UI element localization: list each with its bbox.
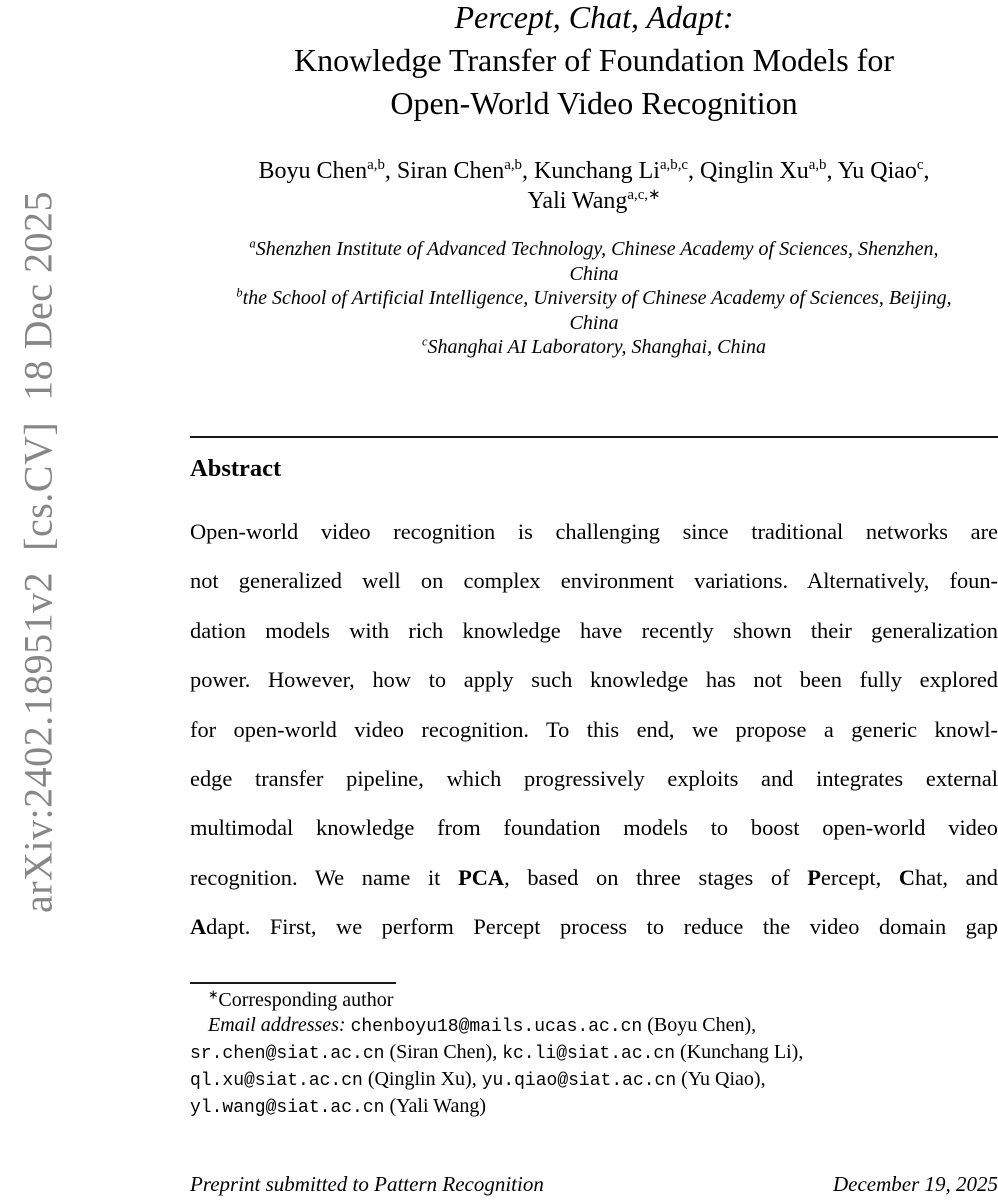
footnote-line bbox=[190, 1040, 998, 1067]
page-footer bbox=[190, 1172, 998, 1197]
author-separator: , bbox=[923, 158, 930, 184]
author-name: Yu Qiao bbox=[837, 158, 917, 184]
text: (Boyu Chen), bbox=[642, 1014, 757, 1036]
footnote bbox=[190, 988, 998, 1121]
text: dation models with rich knowledge have recently shown their generalization bbox=[190, 617, 998, 643]
abstract-line bbox=[190, 754, 998, 803]
email-address: ql.xu@siat.ac.cn bbox=[190, 1071, 363, 1091]
affiliation bbox=[223, 237, 965, 286]
author-line bbox=[190, 156, 998, 186]
text: multimodal knowledge from foundation models to boost open-world video bbox=[190, 815, 998, 841]
author-name: Kunchang Li bbox=[533, 158, 660, 184]
title-line-3: Open-World Video Recognition bbox=[390, 85, 798, 121]
affiliation-list bbox=[190, 237, 998, 360]
arxiv-watermark: arXiv:2402.18951v2 [cs.CV] 18 Dec 2025 bbox=[15, 190, 61, 914]
footnote-line bbox=[190, 1067, 998, 1094]
bold-text: C bbox=[898, 864, 916, 890]
abstract-line bbox=[190, 803, 998, 852]
text: not generalized well on complex environment variations. Alternatively, foun- bbox=[190, 568, 998, 594]
text: power. However, how to apply such knowledge has not been fully explored bbox=[190, 667, 998, 693]
affiliation-sup: a bbox=[249, 236, 256, 251]
title-line-1: Percept, Chat, Adapt: bbox=[454, 0, 734, 35]
footnote-line bbox=[190, 988, 998, 1013]
text: recognition. We name it bbox=[190, 864, 459, 890]
author-line bbox=[190, 186, 998, 216]
author-affiliation-sup: a,b bbox=[808, 157, 827, 173]
abstract-line bbox=[190, 606, 998, 655]
abstract-line bbox=[190, 556, 998, 605]
author-name: Yali Wang bbox=[527, 188, 628, 214]
text: (Siran Chen), bbox=[384, 1041, 503, 1063]
author-separator: , bbox=[521, 158, 534, 184]
author-separator: , bbox=[826, 158, 838, 184]
footer-journal: Preprint submitted to Pattern Recognition bbox=[190, 1172, 544, 1196]
abstract-line bbox=[190, 507, 998, 556]
text: (Yali Wang) bbox=[384, 1095, 486, 1117]
author-affiliation-sup: a,b bbox=[367, 157, 385, 173]
author-affiliation-sup: c bbox=[916, 157, 924, 173]
footnote-line bbox=[190, 1013, 998, 1040]
author-name: Siran Chen bbox=[396, 158, 505, 184]
text: ercept, bbox=[820, 864, 899, 890]
abstract-line bbox=[190, 853, 998, 902]
author-affiliation-sup: a,b,c bbox=[659, 157, 689, 173]
text: (Qinglin Xu), bbox=[362, 1068, 482, 1090]
bold-text: P bbox=[807, 864, 821, 890]
footnote-rule bbox=[190, 982, 396, 984]
abstract-line bbox=[190, 902, 998, 951]
text: , based on three stages of bbox=[504, 864, 808, 890]
italic-text: Email addresses: bbox=[208, 1014, 351, 1036]
footnote-line bbox=[190, 1094, 998, 1121]
text: for open-world video recognition. To this end, we propose a generic knowl- bbox=[190, 716, 998, 742]
affiliation-text: the School of Artificial Intelligence, University of Chinese Academy of Sciences, Beijing, China bbox=[242, 287, 952, 334]
abstract-top-rule bbox=[190, 436, 998, 438]
author-name: Qinglin Xu bbox=[700, 158, 809, 184]
affiliation-sup: c bbox=[421, 334, 428, 349]
author-separator: , bbox=[688, 158, 701, 184]
email-address: kc.li@siat.ac.cn bbox=[502, 1044, 676, 1064]
author-affiliation-sup: a,b bbox=[504, 157, 522, 173]
text: edge transfer pipeline, which progressively exploits and integrates external bbox=[190, 766, 998, 792]
author-separator: , bbox=[384, 158, 397, 184]
affiliation-text: Shenzhen Institute of Advanced Technology, Chinese Academy of Sciences, Shenzhen, China bbox=[255, 238, 939, 285]
abstract-text bbox=[190, 507, 998, 952]
superscript-marker: ∗ bbox=[208, 987, 219, 1002]
text: dapt. First, we perform Percept process to reduce the video domain gap bbox=[206, 914, 998, 940]
affiliation-text: Shanghai AI Laboratory, Shanghai, China bbox=[427, 336, 767, 358]
text: Open-world video recognition is challenging since traditional networks are bbox=[190, 519, 998, 544]
footer-date: December 19, 2025 bbox=[832, 1172, 998, 1196]
abstract-line bbox=[190, 705, 998, 754]
author-list bbox=[190, 156, 998, 216]
email-address: yl.wang@siat.ac.cn bbox=[190, 1098, 385, 1118]
text: (Yu Qiao), bbox=[676, 1068, 766, 1090]
title-line-2: Knowledge Transfer of Foundation Models for bbox=[294, 42, 894, 78]
author-name: Boyu Chen bbox=[258, 158, 368, 184]
affiliation bbox=[223, 335, 965, 360]
paper-title bbox=[190, 0, 998, 125]
text: (Kunchang Li), bbox=[675, 1041, 804, 1063]
email-address: chenboyu18@mails.ucas.ac.cn bbox=[350, 1017, 643, 1037]
affiliation bbox=[223, 286, 965, 335]
text: Corresponding author bbox=[218, 989, 394, 1011]
bold-text: A bbox=[190, 914, 207, 940]
affiliation-sup: b bbox=[236, 285, 243, 300]
email-address: sr.chen@siat.ac.cn bbox=[190, 1044, 385, 1064]
author-affiliation-sup: a,c,∗ bbox=[627, 187, 661, 203]
bold-text: PCA bbox=[458, 864, 505, 890]
abstract-heading: Abstract bbox=[190, 455, 282, 482]
text: hat, and bbox=[915, 864, 998, 890]
email-address: yu.qiao@siat.ac.cn bbox=[481, 1071, 677, 1091]
abstract-line bbox=[190, 655, 998, 704]
